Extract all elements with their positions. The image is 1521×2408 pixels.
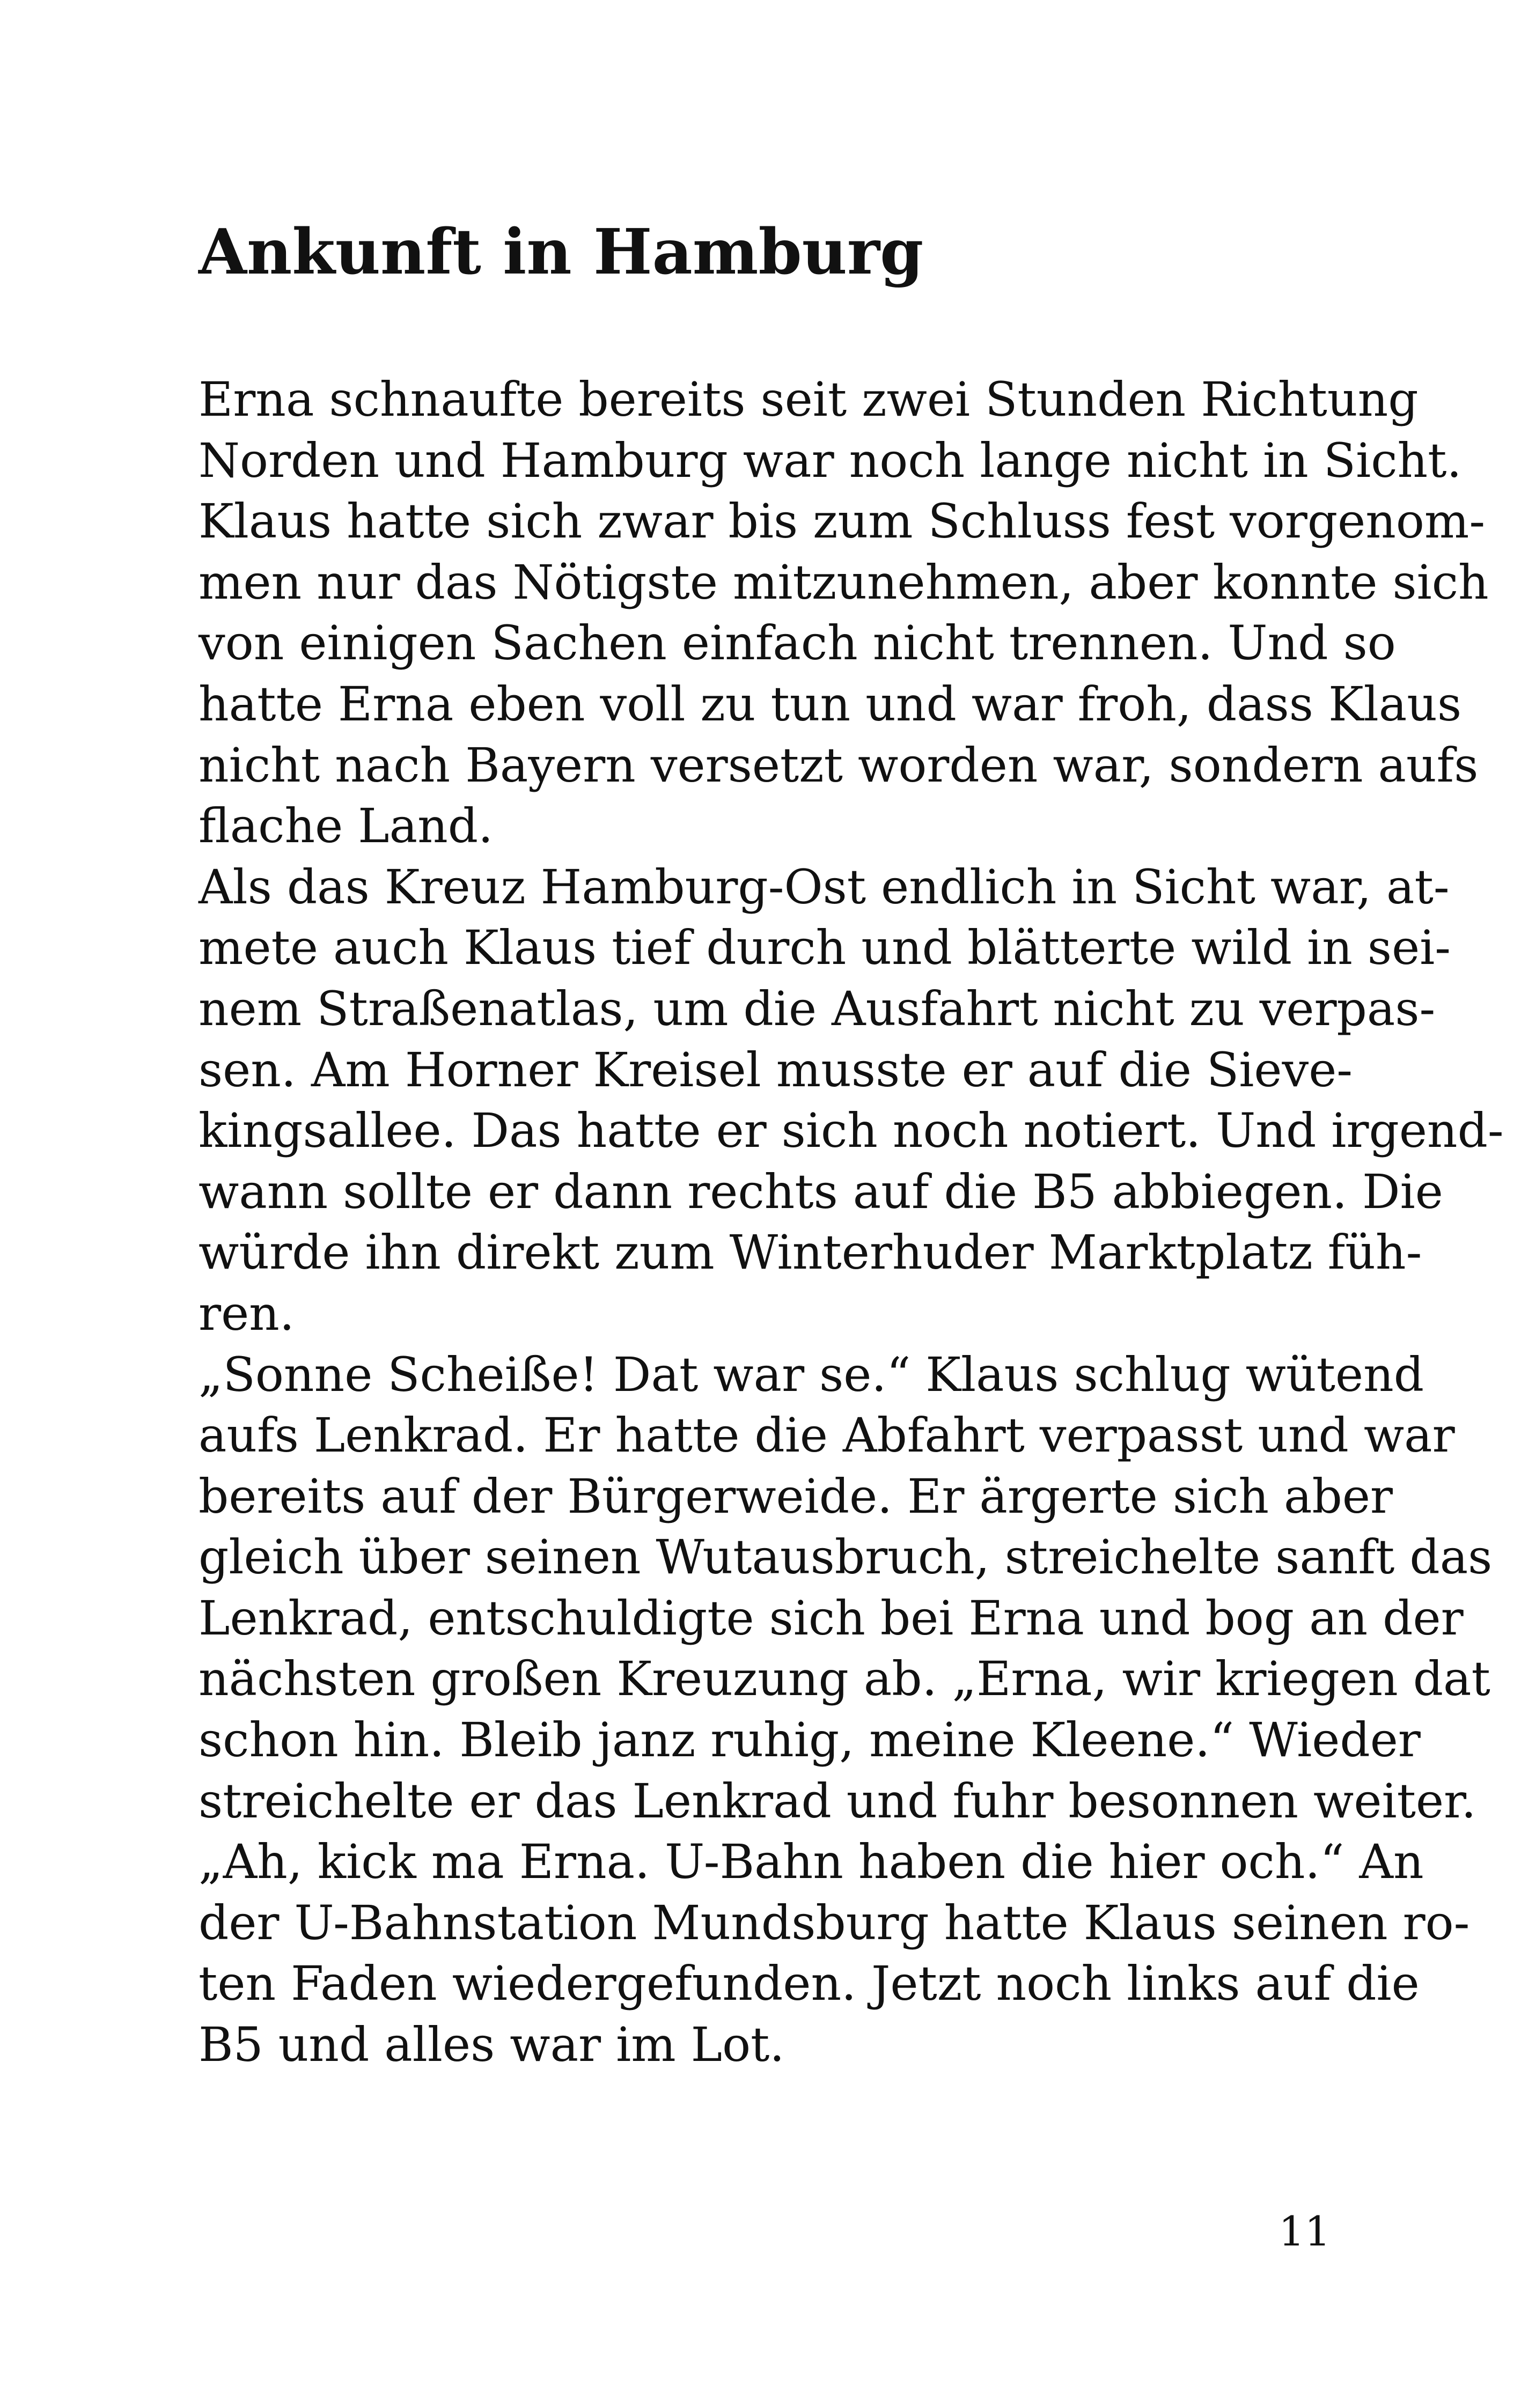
text-line: nächsten großen Kreuzung ab. „Erna, wir kriegen dat xyxy=(199,1651,1490,1707)
text-line: ten Faden wiedergefunden. Jetzt noch links auf die xyxy=(199,1956,1420,2012)
text-line: schon hin. Bleib janz ruhig, meine Kleene.“ Wieder xyxy=(199,1712,1421,1768)
text-line: streichelte er das Lenkrad und fuhr besonnen weiter. xyxy=(199,1773,1476,1829)
text-line: ren. xyxy=(199,1285,295,1341)
text-line: gleich über seinen Wutausbruch, streichelte sanft das xyxy=(199,1529,1493,1585)
text-line: „Sonne Scheiße! Dat war se.“ Klaus schlug wütend xyxy=(199,1346,1424,1402)
text-line: men nur das Nötigste mitzunehmen, aber konnte sich xyxy=(199,554,1489,610)
text-line: bereits auf der Bürgerweide. Er ärgerte sich aber xyxy=(199,1468,1393,1524)
text-line: Als das Kreuz Hamburg-Ost endlich in Sicht war, at- xyxy=(199,859,1450,915)
text-line: Klaus hatte sich zwar bis zum Schluss fest vorgenom- xyxy=(199,494,1486,549)
text-line: hatte Erna eben voll zu tun und war froh, dass Klaus xyxy=(199,676,1462,732)
text-line: flache Land. xyxy=(199,798,494,854)
text-line: von einigen Sachen einfach nicht trennen. Und so xyxy=(199,615,1396,671)
body-text xyxy=(199,369,1504,2075)
text-line: Lenkrad, entschuldigte sich bei Erna und bog an der xyxy=(199,1590,1464,1646)
text-line: würde ihn direkt zum Winterhuder Marktplatz füh- xyxy=(199,1225,1422,1280)
text-line: Norden und Hamburg war noch lange nicht in Sicht. xyxy=(199,432,1462,488)
text-line: aufs Lenkrad. Er hatte die Abfahrt verpasst und war xyxy=(199,1408,1455,1463)
text-line: kingsallee. Das hatte er sich noch notiert. Und irgend- xyxy=(199,1103,1504,1159)
text-line: nicht nach Bayern versetzt worden war, sondern aufs xyxy=(199,737,1479,793)
chapter-heading: Ankunft in Hamburg xyxy=(199,216,924,289)
text-line: wann sollte er dann rechts auf die B5 abbiegen. Die xyxy=(199,1164,1443,1219)
text-line: Erna schnaufte bereits seit zwei Stunden Richtung xyxy=(199,372,1419,427)
text-line: „Ah, kick ma Erna. U-Bahn haben die hier och.“ An xyxy=(199,1834,1424,1890)
text-line: mete auch Klaus tief durch und blätterte wild in sei- xyxy=(199,920,1451,976)
page-number: 11 xyxy=(1278,2207,1331,2255)
text-line: B5 und alles war im Lot. xyxy=(199,2017,785,2073)
text-line: nem Straßenatlas, um die Ausfahrt nicht zu verpas- xyxy=(199,981,1436,1036)
text-line: sen. Am Horner Kreisel musste er auf die Sieve- xyxy=(199,1042,1353,1098)
text-line: der U-Bahnstation Mundsburg hatte Klaus seinen ro- xyxy=(199,1895,1470,1950)
